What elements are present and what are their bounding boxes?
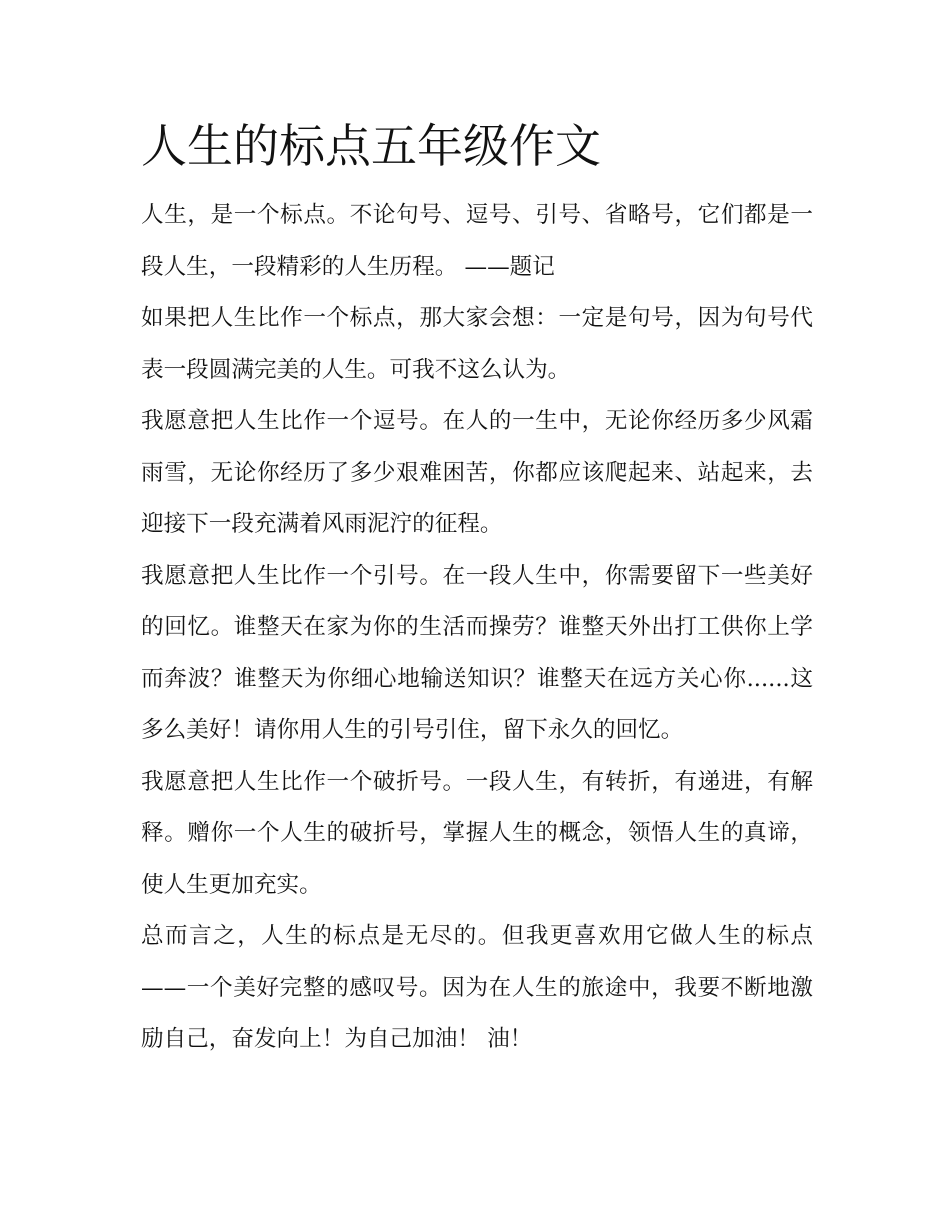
document-title: 人生的标点五年级作文 xyxy=(141,119,601,173)
paragraph-comma: 我愿意把人生比作一个逗号。在人的一生中，无论你经历多少风霜雨雪，无论你经历了多少艰难困苦，你都应该爬起来、站起来，去迎接下一段充满着风雨泥泞的征程。 xyxy=(141,408,813,537)
paragraph-period: 如果把人生比作一个标点，那大家会想：一定是句号，因为句号代表一段圆满完美的人生。可我不这么认为。 xyxy=(141,305,813,383)
paragraph-dash: 我愿意把人生比作一个破折号。一段人生，有转折，有递进，有解释。赠你一个人生的破折号，掌握人生的概念，领悟人生的真谛，使人生更加充实。 xyxy=(141,768,813,898)
paragraph-conclusion: 总而言之，人生的标点是无尽的。但我更喜欢用它做人生的标点——一个美好完整的感叹号。因为在人生的旅途中，我要不断地激励自己，奋发向上！为自己加油！ 油！ xyxy=(141,923,813,1052)
paragraph-epigraph: 人生，是一个标点。不论句号、逗号、引号、省略号，它们都是一段人生，一段精彩的人生历程。 ——题记 xyxy=(141,202,813,280)
paragraph-quotation: 我愿意把人生比作一个引号。在一段人生中，你需要留下一些美好的回忆。谁整天在家为你的生活而操劳？谁整天外出打工供你上学而奔波？谁整天为你细心地输送知识？谁整天在远方关心你......这多么美好！请你用人生的引号引住，留下永久的回忆。 xyxy=(141,562,813,743)
document-page xyxy=(141,110,813,1066)
